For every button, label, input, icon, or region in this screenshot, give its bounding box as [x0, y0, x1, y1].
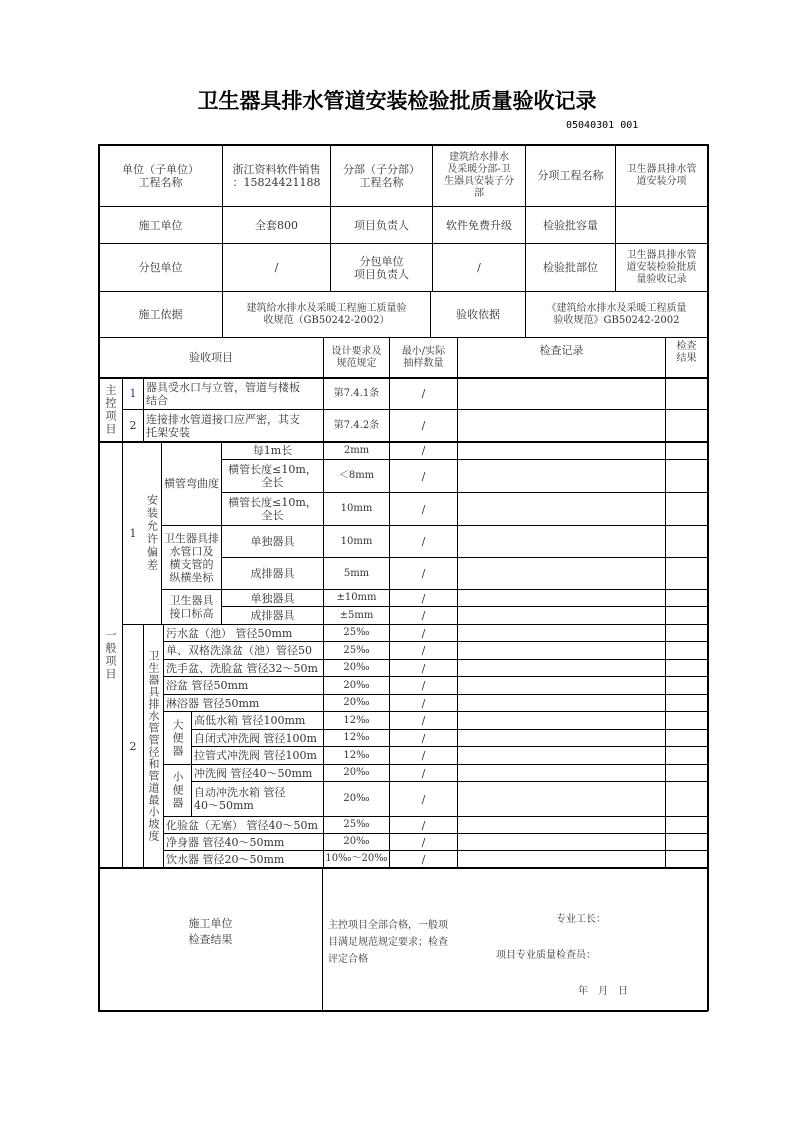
g2-row-3-spec: 20‰	[343, 662, 370, 673]
g2-row-2-sample: /	[421, 644, 426, 657]
subdivision-label: 分部（子分部） 工程名称	[343, 162, 420, 189]
bend-row-2-spec: ＜8mm	[338, 470, 375, 481]
coord-row-2-sample: /	[421, 567, 426, 580]
big-row-2-spec: 12‰	[343, 732, 370, 743]
g2-row-1-sample: /	[421, 626, 426, 640]
big-row-2-text: 自闭式冲洗阀 管径100m	[194, 731, 317, 745]
g2-row-2-spec: 25‰	[343, 644, 370, 656]
bend-row-1-text: 每1m长	[252, 444, 293, 457]
big-row-1-sample: /	[421, 714, 426, 727]
small-row-2-sample: /	[421, 792, 426, 806]
big-row-3-spec: 12‰	[343, 749, 370, 761]
construction-basis-label: 施工依据	[138, 308, 183, 321]
bend-row-1-spec: 2mm	[343, 444, 370, 456]
bend-row-3-text: 横管长度≤10m， 全长	[228, 496, 317, 522]
elev-row-2-spec: ±5mm	[339, 609, 374, 621]
sub-pm-value: /	[477, 261, 481, 274]
general-2-group: 卫生器具排水管管径和管道最小坡度	[147, 650, 160, 842]
project-manager-label: 项目负责人	[354, 218, 409, 232]
elev-row-1-sample: /	[421, 591, 426, 605]
bend-row-2-sample: /	[421, 469, 426, 483]
unit-name-value: 浙江资料软件销售 ：15824421188	[232, 162, 321, 189]
col-result: 检查 结果	[676, 341, 697, 364]
g2-row-5-sample: /	[421, 696, 426, 710]
g2-row-3-text: 洗手盆、洗脸盆 管径32～50m	[166, 661, 318, 675]
big-toilet-label: 大便器	[171, 718, 184, 758]
elev-row-1-text: 单独器具	[250, 591, 295, 605]
tail-row-1-spec: 25‰	[343, 819, 370, 830]
form-code	[566, 120, 638, 131]
small-row-1-text: 冲洗阀 管径40～50mm	[194, 766, 313, 780]
subcontractor-value: /	[274, 261, 279, 274]
foreman-label: 专业工长：	[556, 914, 606, 925]
coord-row-2-text: 成排器具	[250, 567, 295, 580]
main-row-2-spec: 第7.4.2条	[333, 419, 380, 431]
coord-row-1-sample: /	[421, 535, 426, 548]
batch-part-label: 检验批部位	[543, 261, 598, 274]
urinal-label: 小便器	[171, 771, 184, 810]
acceptance-basis-value: 《建筑给水排水及采暖工程质量 验收规范》GB50242-2002	[546, 302, 687, 326]
main-row-2-sample: /	[421, 419, 426, 432]
page-title: 卫生器具排水管道安装检验批质量验收记录	[197, 87, 597, 113]
contractor-value: 全套800	[255, 218, 298, 232]
tail-row-3-sample: /	[421, 852, 426, 866]
main-row-1-no: 1	[129, 387, 137, 400]
form-code-seq: 001	[620, 120, 639, 131]
g2-row-1-text: 污水盆（池） 管径50mm	[166, 626, 293, 640]
sub-item-label: 分项工程名称	[537, 169, 604, 182]
small-row-2-text: 自动冲洗水箱 管径 40～50mm	[194, 786, 286, 812]
acceptance-basis-label: 验收依据	[456, 308, 500, 321]
footer-conclusion: 主控项目全部合格，一般项 目满足规范规定要求；检查 评定合格	[328, 920, 448, 965]
elev-row-1-spec: ±10mm	[336, 592, 377, 603]
tail-row-1-sample: /	[421, 818, 426, 832]
main-row-1-text: 器具受水口与立管，管道与楼板 结合	[146, 380, 300, 407]
main-row-1-sample: /	[421, 387, 426, 400]
subcontractor-label: 分包单位	[138, 261, 183, 274]
construction-basis-value: 建筑给水排水及采暖工程施工质量验 收规范（GB50242-2002）	[246, 302, 407, 326]
tail-row-3-spec: 10‰～20‰	[325, 853, 388, 864]
form-code-number: 05040301	[566, 120, 615, 131]
g2-row-4-sample: /	[421, 679, 426, 692]
big-row-1-spec: 12‰	[343, 714, 370, 726]
quality-inspector-label: 项目专业质量检查员：	[496, 950, 596, 961]
big-row-3-text: 拉管式冲洗阀 管径100m	[194, 749, 317, 762]
coord-label: 卫生器具排 水管口及 横支管的 纵横坐标	[164, 531, 219, 584]
sign-date: 年 月 日	[578, 986, 628, 997]
subdivision-value: 建筑给水排水 及采暖分部-卫 生器具安装子分 部	[444, 151, 514, 199]
sub-pm-label: 分包单位 项目负责人	[354, 254, 409, 281]
tail-row-2-sample: /	[421, 835, 426, 849]
main-control-label: 主控项目	[104, 383, 117, 436]
elev-row-2-sample: /	[421, 609, 426, 622]
big-row-3-sample: /	[421, 749, 426, 762]
general-label: 一般项目	[104, 629, 117, 681]
general-2-no: 2	[129, 739, 137, 753]
sub-item-value: 卫生器具排水管 道安装分项	[626, 163, 697, 187]
col-sample: 最小/实际 抽样数量	[401, 345, 446, 369]
tail-row-1-text: 化验盆（无塞） 管径40～50m	[166, 818, 318, 832]
g2-row-1-spec: 25‰	[343, 627, 370, 638]
col-item: 验收项目	[189, 351, 233, 364]
main-row-2-text: 连接排水管道接口应严密，其支 托架安装	[146, 412, 300, 439]
g2-row-5-spec: 20‰	[343, 697, 370, 708]
coord-row-1-text: 单独器具	[250, 535, 295, 548]
small-row-1-sample: /	[421, 766, 426, 780]
batch-part-value: 卫生器具排水管 道安装检验批质 量验收记录	[626, 249, 697, 285]
contractor-label: 施工单位	[138, 218, 183, 232]
bend-row-3-sample: /	[421, 502, 426, 516]
bend-row-3-spec: 10mm	[340, 503, 373, 514]
batch-capacity-value	[616, 207, 707, 243]
elev-row-2-text: 成排器具	[250, 609, 295, 622]
tail-row-3-text: 饮水器 管径20～50mm	[166, 852, 285, 866]
main-row-2-no: 2	[129, 419, 137, 432]
col-design: 设计要求及 规范规定	[331, 345, 382, 369]
footer-label: 施工单位 检查结果	[188, 917, 233, 946]
main-row-1-spec: 第7.4.1条	[333, 387, 380, 399]
g2-row-5-text: 淋浴器 管径50mm	[166, 696, 260, 710]
tail-row-2-spec: 20‰	[343, 836, 370, 847]
general-1-no: 1	[129, 526, 137, 540]
col-record: 检查记录	[539, 343, 584, 357]
elev-label: 卫生器具 接口标高	[169, 594, 214, 620]
unit-name-label: 单位（子单位） 工程名称	[122, 162, 199, 189]
coord-row-2-spec: 5mm	[343, 567, 370, 579]
bend-row-2-text: 横管长度≤10m， 全长	[228, 463, 317, 489]
project-manager-value: 软件免费升级	[446, 218, 512, 232]
g2-row-2-text: 单、双格洗涤盆（池）管径50	[166, 644, 312, 657]
bend-label: 横管弯曲度	[164, 477, 219, 490]
big-row-2-sample: /	[421, 731, 426, 745]
general-1-group: 安装允许偏差	[145, 493, 159, 572]
small-row-2-spec: 20‰	[343, 793, 370, 804]
coord-row-1-spec: 10mm	[340, 535, 373, 547]
tail-row-2-text: 净身器 管径40～50mm	[166, 835, 285, 849]
big-row-1-text: 高低水箱 管径100mm	[194, 714, 306, 727]
g2-row-4-text: 浴盆 管径50mm	[166, 679, 249, 692]
batch-capacity-label: 检验批容量	[543, 218, 598, 232]
g2-row-3-sample: /	[421, 661, 426, 675]
small-row-1-spec: 20‰	[343, 767, 370, 778]
g2-row-4-spec: 20‰	[343, 679, 370, 691]
bend-row-1-sample: /	[421, 444, 426, 457]
